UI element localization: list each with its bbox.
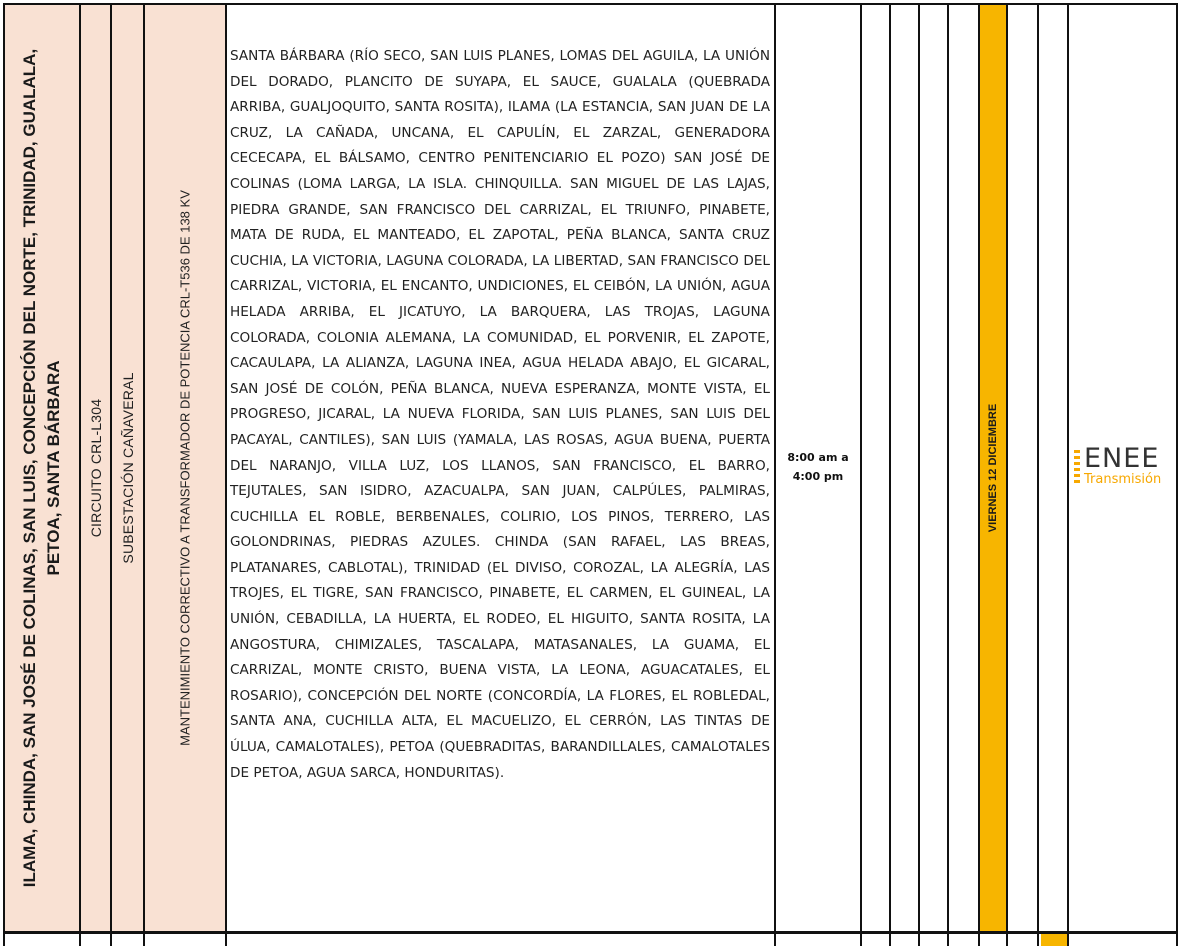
logo-subtitle: Transmisión (1084, 472, 1162, 487)
schedule-time (778, 448, 858, 486)
affected-areas-text: SANTA BÁRBARA (RÍO SECO, SAN LUIS PLANES, LOMAS DEL AGUILA, LA UNIÓN DEL DORADO, PLANCITO DE SUYAPA, EL SAUCE, GUALALA (QUEBRADA ARRIBA, GUALJOQUITO, SANTA ROSITA), ILAMA (LA ESTANCIA, SAN JUAN DE LA CRUZ, LA CAÑADA, UNCANA, EL CAPULÍN, EL ZARZAL, GENERADORA CECECAPA, EL BÁLSAMO, CENTRO PENITENCIARIO EL POZO) SAN JOSÉ DE COLINAS (LOMA LARGA, LA ISLA. CHINQUILLA. SAN MIGUEL DE LAS LAJAS, PIEDRA GRANDE, SAN FRANCISCO DEL CARRIZAL, EL TRIUNFO, PINABETE, MATA DE RUDA, EL MANTEADO, EL ZAPOTAL, PEÑA BLANCA, SANTA CRUZ CUCHIA, LA VICTORIA, LAGUNA COLORADA, LA LIBERTAD, SAN FRANCISCO DEL CARRIZAL, VICTORIA, EL ENCANTO, UNDICIONES, EL CEIBÓN, LA UNIÓN, AGUA HELADA ARRIBA, EL JICATUYO, LA BARQUERA, LAS TROJAS, LAGUNA COLORADA, COLONIA ALEMANA, LA COMUNIDAD, EL PORVENIR, EL ZAPOTE, CACAULAPA, LA ALIANZA, LAGUNA INEA, AGUA HELADA ABAJO, EL GICARAL, SAN JOSÉ DE COLÓN, PEÑA BLANCA, NUEVA ESPERANZA, MONTE VISTA, EL PROGRESO, JICARAL, LA NUEVA FLORIDA, SAN LUIS PLANES, SAN LUIS DEL PACAYAL, CANTILES), SAN LUIS (YAMALA, LAS ROSAS, AGUA BUENA, PUERTA DEL NARANJO, VILLA LUZ, LOS LLANOS, SAN FRANCISCO, EL BARRO, TEJUTALES, SAN ISIDRO, AZACUALPA, SAN JUAN, CALPÚLES, PALMIRAS, CUCHILLA EL ROBLE, BERBENALES, COLIRIO, LOS PINOS, TERRERO, LAS GOLONDRINAS, PIEDRAS AZULES. CHINDA (SAN RAFAEL, LAS BREAS, PLATANARES, CABLOTAL), TRINIDAD (EL DIVISO, COROZAL, LA ALEGRÍA, LAS TROJES, EL TIGRE, SAN FRANCISCO, PINABETE, EL CARMEN, EL GUINEAL, LA UNIÓN, CEBADILLA, LA HUERTA, EL RODEO, EL HIGUITO, SANTA ROSITA, LA ANGOSTURA, CHIMIZALES, TASCALAPA, MATASANALES, LA GUAMA, EL CARRIZAL, MONTE CRISTO, BUENA VISTA, LA LEONA, AGUACATALES, EL ROSARIO), CONCEPCIÓN DEL NORTE (CONCORDÍA, LA FLORES, EL ROBLEDAL, SANTA ANA, CUCHILLA ALTA, EL MACUELIZO, EL CERRÓN, LAS TINTAS DE ÚLUA, CAMALOTALES), PETOA (QUEBRADITAS, BARANDILLALES, CAMALOTALES DE PETOA, AGUA SARCA, HONDURITAS). (230, 48, 770, 781)
col-divider (1176, 3, 1178, 946)
time-start: 8:00 am a (787, 451, 849, 464)
col-divider (143, 3, 145, 946)
substation-text: SUBESTACIÓN CAÑAVERAL (119, 372, 136, 564)
col-divider (918, 3, 920, 946)
substation-cell (111, 4, 144, 932)
logo-mark-icon (1074, 450, 1080, 488)
circuit-text: CIRCUITO CRL-L304 (87, 398, 104, 538)
col-divider (3, 3, 5, 946)
col-divider (889, 3, 891, 946)
col-divider (79, 3, 81, 946)
work-text: MANTENIMIENTO CORRECTIVO A TRANSFORMADOR DE POTENCIA CRL-T536 DE 138 KV (177, 190, 193, 746)
time-end: 4:00 pm (792, 470, 844, 483)
work-cell (144, 4, 226, 932)
day-text: VIERNES 12 DICIEMBRE (987, 403, 999, 533)
localities-cell (4, 4, 80, 932)
row-border (3, 931, 1178, 934)
circuit-cell (80, 4, 111, 932)
col-divider (1067, 3, 1069, 946)
localities-text: ILAMA, CHINDA, SAN JOSÉ DE COLINAS, SAN LUIS, CONCEPCIÓN DEL NORTE, TRINIDAD, GUALALA, PETOA, SANTA BÁRBARA (20, 48, 63, 888)
col-divider (110, 3, 112, 946)
top-border (3, 3, 1178, 5)
col-divider (225, 3, 227, 946)
col-divider (774, 3, 776, 946)
col-divider (860, 3, 862, 946)
next-row-marker (1041, 934, 1068, 946)
col-divider (1037, 3, 1039, 946)
enee-logo (1070, 444, 1190, 494)
logo-word: ENEE (1084, 444, 1160, 474)
col-divider (1006, 3, 1008, 946)
day-cell (980, 4, 1006, 932)
col-divider (947, 3, 949, 946)
col-divider (978, 3, 980, 946)
